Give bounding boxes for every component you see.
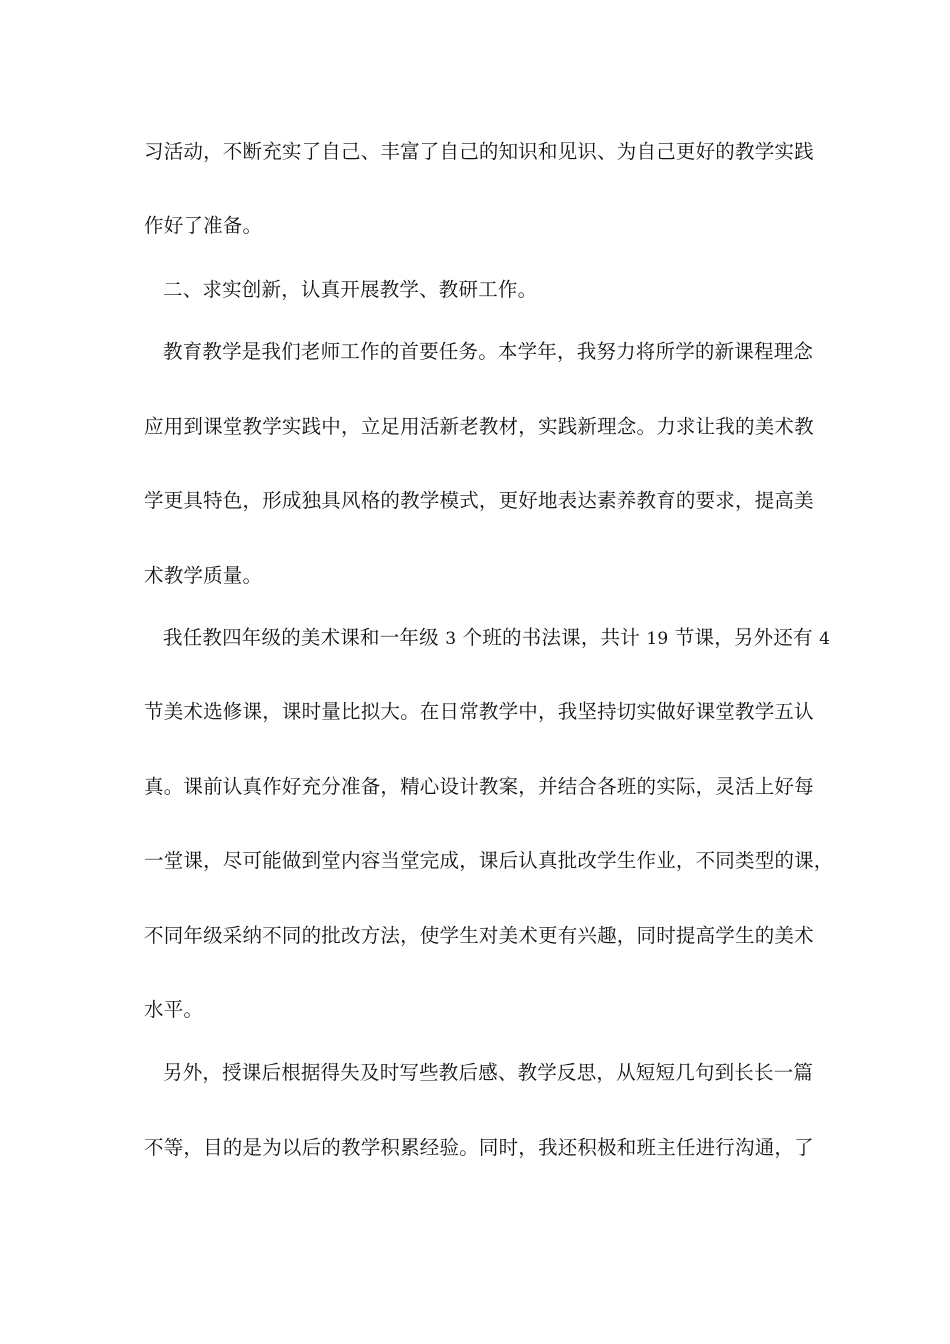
text-line: 真。课前认真作好充分准备，精心设计教案，并结合各班的实际，灵活上好每 xyxy=(144,775,814,798)
text-line: 作好了准备。 xyxy=(144,214,263,237)
text-line: 一堂课，尽可能做到堂内容当堂完成，课后认真批改学生作业，不同类型的课， xyxy=(144,849,834,872)
text-segment: 我任教四年级的美术课和一年级 xyxy=(163,626,439,649)
text-line: 不等，目的是为以后的教学积累经验。同时，我还积极和班主任进行沟通，了 xyxy=(144,1136,814,1159)
text-segment: 节课，另外还有 xyxy=(674,626,813,649)
section-heading: 二、求实创新，认真开展教学、教研工作。 xyxy=(163,278,538,301)
text-line xyxy=(163,624,831,652)
number-value: 19 xyxy=(646,629,669,649)
text-line: 水平。 xyxy=(144,998,204,1021)
number-value: 4 xyxy=(819,629,831,649)
text-line: 术教学质量。 xyxy=(144,564,263,587)
text-line: 学更具特色，形成独具风格的教学模式，更好地表达素养教育的要求，提高美 xyxy=(144,489,814,512)
text-line: 应用到课堂教学实践中，立足用活新老教材，实践新理念。力求让我的美术教 xyxy=(144,415,814,438)
text-line: 节美术选修课，课时量比拟大。在日常教学中，我坚持切实做好课堂教学五认 xyxy=(144,700,814,723)
text-line: 教育教学是我们老师工作的首要任务。本学年，我努力将所学的新课程理念 xyxy=(163,340,814,363)
text-line: 习活动，不断充实了自己、丰富了自己的知识和见识、为自己更好的教学实践 xyxy=(144,140,814,163)
text-line: 不同年级采纳不同的批改方法，使学生对美术更有兴趣，同时提高学生的美术 xyxy=(144,924,814,947)
number-value: 3 xyxy=(445,629,457,649)
text-line: 另外，授课后根据得失及时写些教后感、教学反思，从短短几句到长长一篇 xyxy=(163,1061,814,1084)
text-segment: 个班的书法课，共计 xyxy=(462,626,640,649)
